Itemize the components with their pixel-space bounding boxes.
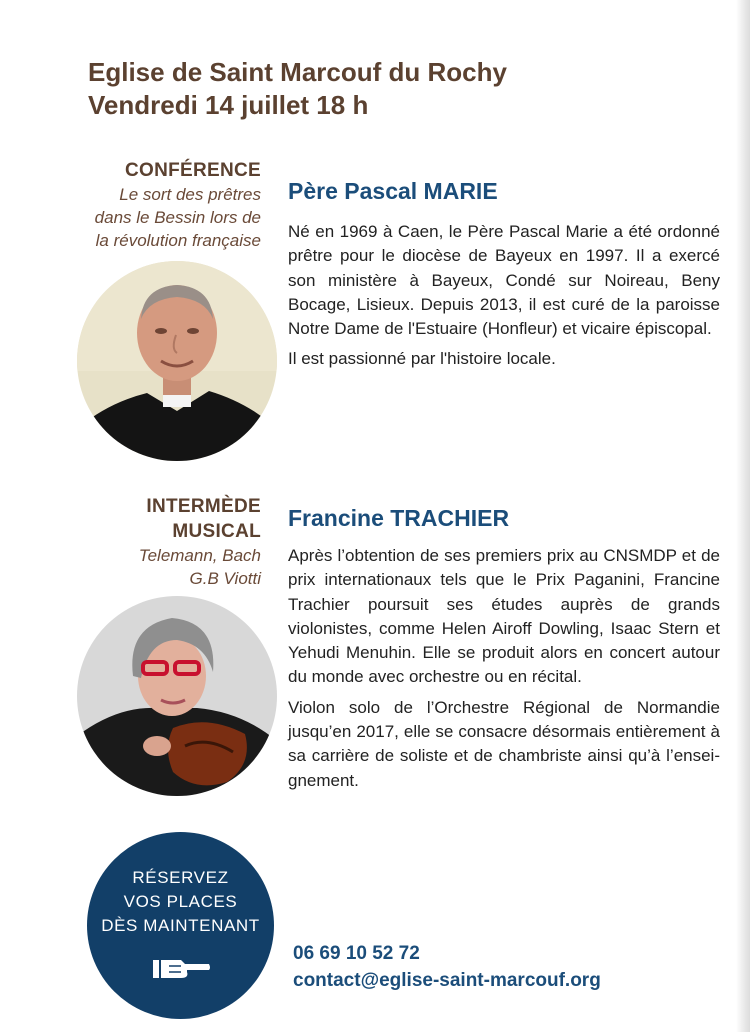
reservation-badge	[87, 832, 274, 1019]
conference-label-block	[95, 158, 261, 252]
contact-block	[293, 940, 601, 994]
reservation-text	[87, 866, 274, 938]
conference-subtitle	[95, 183, 261, 252]
music-label-block	[139, 494, 261, 590]
bio-paragraph: Après l’obtention de ses premiers prix au CNSMDP et de prix internationaux tels que le Prix Paganini, Francine Trachier poursuit ses études auprès de grands violonistes, comme Helen Airoff Dowling, Isaac Stern et Yehudi Menuhin. Elle se produit alors en concert autour du monde avec orchestre ou en récital.	[288, 546, 720, 687]
violinist-portrait-photo	[77, 596, 277, 796]
bio-paragraph: Violon solo de l’Orchestre Régional de Normandie jusqu’en 2017, elle se consacre désormais entièrement à sa carrière de soliste et de chambriste ainsi qu’à l’ensei-gnement.	[288, 697, 720, 790]
section-label	[139, 494, 261, 544]
subtitle-line: dans le Bessin lors de	[94, 208, 261, 227]
page-edge-shadow	[736, 0, 750, 1032]
musician-name: Francine TRACHIER	[288, 505, 510, 531]
musician-bio	[288, 544, 720, 799]
priest-portrait-photo	[77, 261, 277, 461]
subtitle-line: Telemann, Bach	[138, 546, 261, 565]
bio-paragraph: Il est passionné par l'histoire locale.	[288, 349, 556, 369]
reservation-line: VOS PLACES	[123, 892, 238, 911]
event-header	[88, 56, 507, 122]
event-date: Vendredi 14 juillet 18 h	[88, 90, 369, 120]
email-link[interactable]: contact@eglise-saint-marcouf.org	[293, 970, 601, 991]
venue-title: Eglise de Saint Marcouf du Rochy	[88, 57, 507, 87]
section-label: CONFÉRENCE	[124, 160, 261, 181]
reservation-line: DÈS MAINTENANT	[101, 916, 260, 935]
music-subtitle	[139, 544, 261, 590]
label-line: INTERMÈDE	[146, 496, 261, 517]
label-line: MUSICAL	[172, 521, 261, 542]
phone-number[interactable]: 06 69 10 52 72	[293, 943, 420, 964]
bio-paragraph: Né en 1969 à Caen, le Père Pascal Marie a été ordonné prêtre pour le diocèse de Bayeux en 1997. Il a exercé son ministère à Bayeux, Condé sur Noireau, Beny Bocage, Lisieux. Depuis 2013, il est curé de la paroisse Notre Dame de l'Estuaire (Honfleur) et vicaire épiscopal.	[288, 222, 720, 339]
pointing-hand-icon	[151, 954, 211, 984]
speaker-name: Père Pascal MARIE	[288, 178, 498, 204]
speaker-bio	[288, 220, 720, 378]
reservation-line: RÉSERVEZ	[132, 868, 229, 887]
subtitle-line: Le sort des prêtres	[119, 185, 261, 204]
subtitle-line: G.B Viotti	[189, 569, 261, 588]
subtitle-line: la révolution française	[95, 231, 261, 250]
